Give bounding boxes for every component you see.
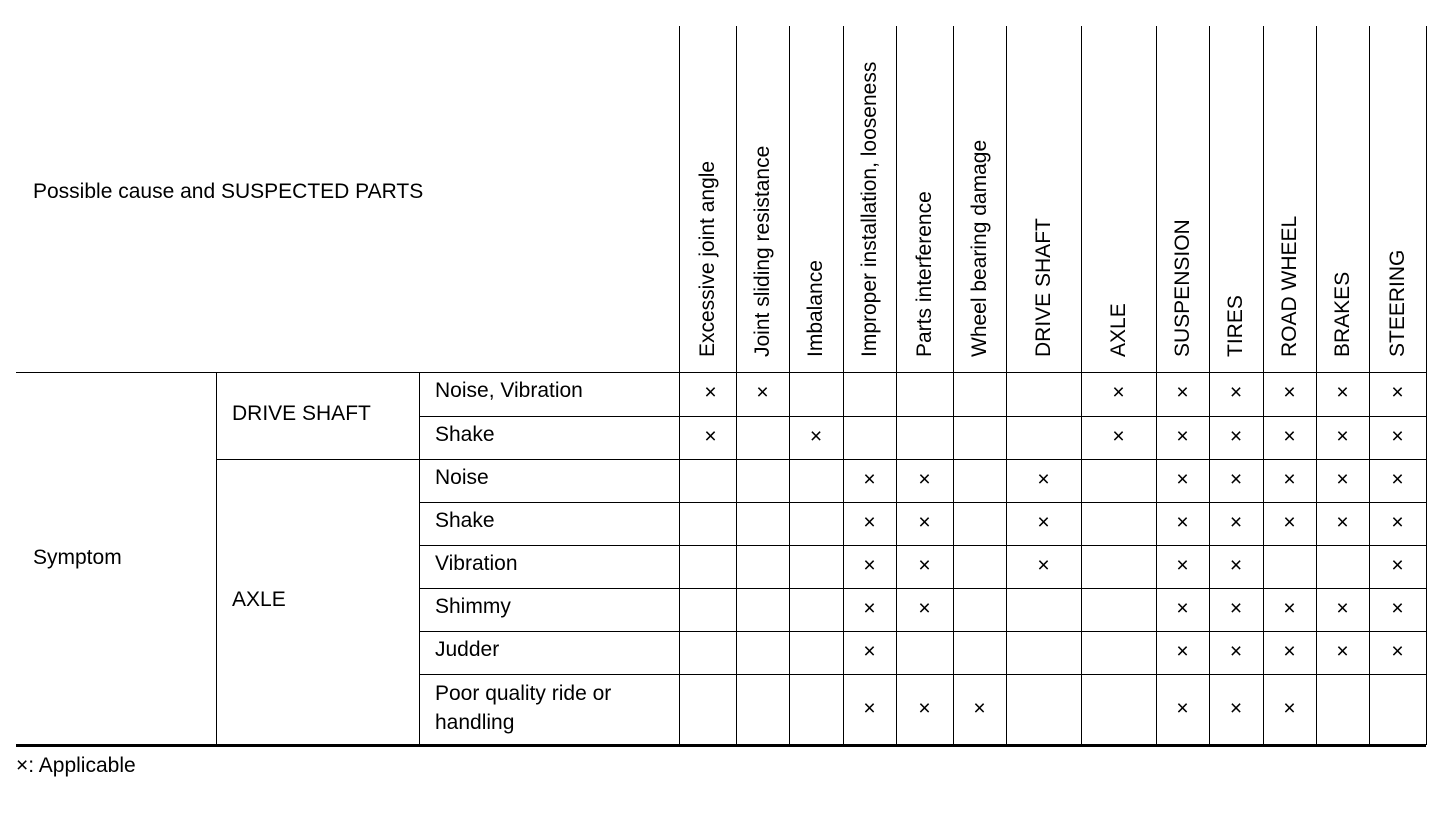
applicable-mark: × [1391, 467, 1404, 491]
row-divider [419, 545, 1426, 546]
applicable-mark: × [918, 553, 931, 577]
applicable-mark: × [1176, 381, 1189, 404]
applicable-mark: × [1283, 467, 1296, 491]
applicable-mark: × [704, 424, 717, 448]
row-divider [419, 674, 1426, 675]
applicable-mark: × [918, 467, 931, 491]
row-divider [419, 502, 1426, 503]
applicable-mark: × [863, 596, 876, 620]
column-header: Excessive joint angle [695, 160, 719, 357]
applicable-mark: × [1176, 467, 1189, 491]
column-header: SUSPENSION [1170, 219, 1194, 357]
column-header: ROAD WHEEL [1277, 215, 1301, 357]
applicable-mark: × [1229, 696, 1243, 720]
applicable-mark: × [1229, 467, 1243, 491]
row-label: Vibration [435, 551, 518, 575]
applicable-mark: × [1283, 696, 1296, 720]
applicable-mark: × [1037, 553, 1050, 577]
applicable-mark: × [1391, 553, 1404, 577]
column-divider [1006, 26, 1007, 745]
column-divider [843, 26, 844, 745]
column-header: Improper installation, looseness [857, 61, 881, 357]
column-header: Joint sliding resistance [750, 145, 774, 357]
applicable-mark: × [1391, 510, 1404, 534]
applicable-mark: × [918, 596, 931, 620]
column-divider [1316, 26, 1317, 745]
applicable-mark: × [1283, 639, 1296, 663]
column-divider [1209, 26, 1210, 745]
column-header: AXLE [1106, 303, 1130, 357]
applicable-mark: × [1229, 381, 1243, 404]
symptom-divider [419, 372, 420, 745]
applicable-mark: × [1283, 424, 1296, 448]
applicable-mark: × [1176, 553, 1189, 577]
applicable-mark: × [1336, 596, 1349, 620]
applicable-mark: × [809, 424, 823, 448]
applicable-mark: × [1112, 424, 1125, 448]
group-label: AXLE [232, 588, 286, 611]
column-header: TIRES [1224, 295, 1247, 357]
column-divider [896, 26, 897, 745]
applicable-mark: × [756, 381, 769, 404]
applicable-mark: × [1112, 381, 1125, 404]
applicable-mark: × [1336, 467, 1349, 491]
applicable-mark: × [1037, 467, 1050, 491]
column-divider [953, 26, 954, 745]
group-divider [216, 372, 217, 745]
applicable-mark: × [1176, 596, 1189, 620]
applicable-mark: × [1391, 639, 1404, 663]
row-divider [216, 459, 1426, 460]
row-label: Noise [435, 465, 489, 489]
applicable-mark: × [1229, 510, 1243, 534]
applicable-mark: × [1283, 596, 1296, 620]
row-divider [419, 416, 1426, 417]
applicable-mark: × [1229, 424, 1243, 448]
applicable-mark: × [863, 553, 876, 577]
column-divider [1369, 26, 1370, 745]
column-header: Wheel bearing damage [967, 139, 991, 357]
symptom-label: Symptom [33, 546, 122, 569]
applicable-mark: × [863, 639, 876, 663]
applicable-mark: × [1336, 381, 1349, 404]
applicable-mark: × [863, 510, 876, 534]
applicable-mark: × [1176, 510, 1189, 534]
applicable-mark: × [863, 696, 876, 720]
column-divider [789, 26, 790, 745]
applicable-mark: × [918, 510, 931, 534]
column-header: DRIVE SHAFT [1031, 218, 1055, 357]
row-divider [419, 588, 1426, 589]
applicable-mark: × [1176, 696, 1189, 720]
applicable-mark: × [1336, 424, 1349, 448]
applicable-mark: × [1176, 639, 1189, 663]
row-divider [419, 631, 1426, 632]
applicable-mark: × [973, 696, 986, 720]
applicable-mark: × [1391, 596, 1404, 620]
row-label: Poor quality ride or handling [435, 682, 612, 734]
row-label: Shake [435, 422, 495, 446]
group-label: DRIVE SHAFT [232, 402, 371, 425]
legend: ×: Applicable [16, 754, 136, 777]
column-divider [1426, 26, 1427, 745]
row-label: Noise, Vibration [435, 379, 583, 402]
applicable-mark: × [1037, 510, 1050, 534]
column-divider [1156, 26, 1157, 745]
applicable-mark: × [704, 381, 717, 404]
header-bottom-line [16, 372, 1426, 373]
applicable-mark: × [1283, 510, 1296, 534]
applicable-mark: × [1391, 424, 1404, 448]
column-header: Imbalance [804, 260, 827, 357]
applicable-mark: × [1176, 424, 1189, 448]
row-label: Shimmy [435, 594, 511, 618]
applicable-mark: × [1283, 381, 1296, 404]
applicable-mark: × [863, 467, 876, 491]
column-header: Parts interference [912, 191, 936, 357]
column-divider [1263, 26, 1264, 745]
column-divider [1081, 26, 1082, 745]
row-label: Shake [435, 508, 495, 532]
applicable-mark: × [1229, 639, 1243, 663]
table-bottom-line [16, 744, 1426, 747]
applicable-mark: × [1336, 639, 1349, 663]
applicable-mark: × [1229, 596, 1243, 620]
applicable-mark: × [1336, 510, 1349, 534]
column-divider [679, 26, 680, 745]
row-label: Judder [435, 637, 500, 661]
column-header: BRAKES [1330, 271, 1354, 357]
column-divider [736, 26, 737, 745]
applicable-mark: × [1391, 381, 1404, 404]
applicable-mark: × [1229, 553, 1243, 577]
header-label: Possible cause and SUSPECTED PARTS [33, 180, 424, 203]
applicable-mark: × [918, 696, 931, 720]
column-header: STEERING [1385, 249, 1409, 357]
